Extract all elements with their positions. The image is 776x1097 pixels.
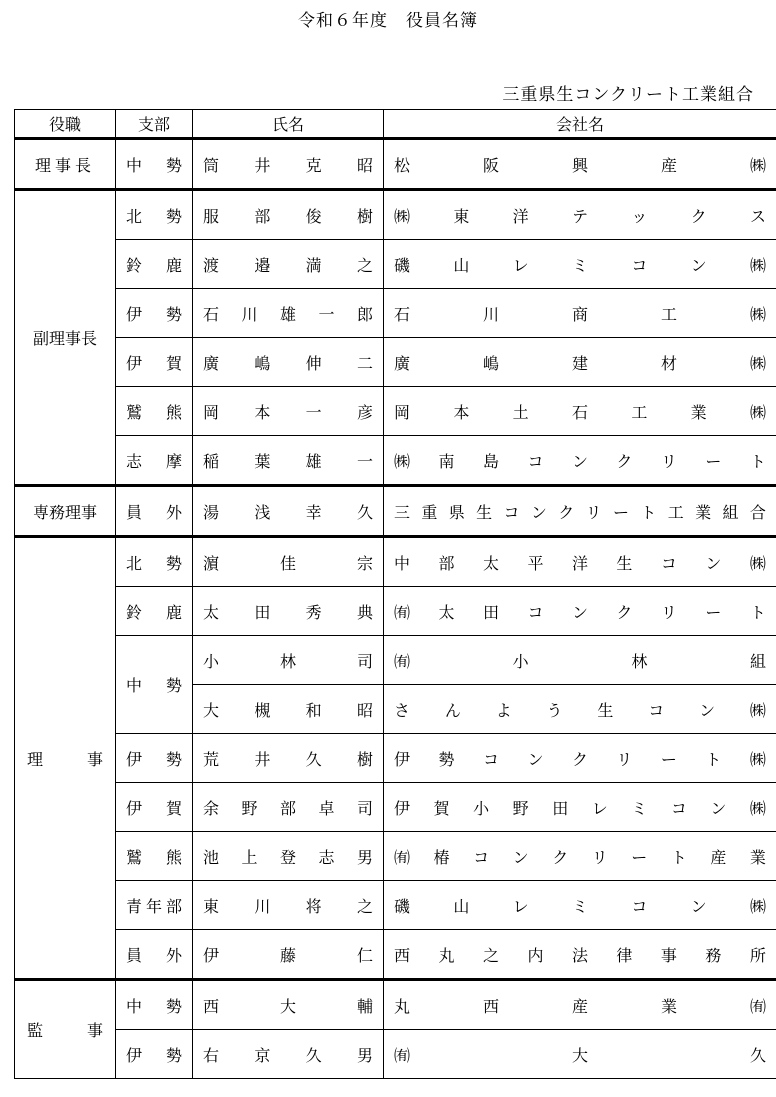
name-cell	[193, 190, 384, 240]
name-cell	[193, 240, 384, 289]
name-cell	[193, 881, 384, 930]
company-text: ㈲ 大 久	[394, 1045, 766, 1065]
company-text: ㈲ 椿 コ ン ク リ ー ト 産 業	[394, 847, 766, 867]
branch-cell	[116, 387, 193, 436]
branch-text: 中 勢	[126, 155, 182, 175]
branch-text: 鷲 熊	[126, 847, 182, 867]
company-cell	[384, 832, 776, 881]
company-text: 石 川 商 工 ㈱	[394, 304, 766, 324]
header-branch	[116, 110, 193, 139]
name-text: 右 京 久 男	[203, 1045, 373, 1065]
name-text: 池 上 登 志 男	[203, 847, 373, 867]
branch-cell	[116, 930, 193, 980]
role-text: 監 事	[27, 1021, 103, 1040]
branch-cell	[116, 338, 193, 387]
name-text: 湯 浅 幸 久	[203, 502, 373, 522]
company-cell	[384, 387, 776, 436]
table-header-row	[15, 110, 776, 139]
company-cell	[384, 190, 776, 240]
branch-cell	[116, 486, 193, 537]
name-text: 東 川 将 之	[203, 896, 373, 916]
name-text: 稲 葉 雄 一	[203, 451, 373, 471]
company-text: 松 阪 興 産 ㈱	[394, 155, 766, 175]
role-text: 理事長	[34, 155, 95, 175]
table-row	[15, 636, 776, 685]
header-name	[193, 110, 384, 139]
branch-text: 志 摩	[126, 451, 182, 471]
role-text: 副理事長	[32, 329, 97, 348]
name-text: 余 野 部 卓 司	[203, 798, 373, 818]
table-row	[15, 930, 776, 980]
company-cell	[384, 881, 776, 930]
company-text: 中 部 太 平 洋 生 コ ン ㈱	[394, 553, 766, 573]
name-text: 太 田 秀 典	[203, 602, 373, 622]
company-text: 廣 嶋 建 材 ㈱	[394, 353, 766, 373]
company-cell	[384, 930, 776, 980]
table-row	[15, 436, 776, 486]
branch-text: 伊 賀	[126, 798, 182, 818]
branch-cell	[116, 436, 193, 486]
branch-cell	[116, 1030, 193, 1079]
table-row	[15, 1030, 776, 1079]
name-cell	[193, 387, 384, 436]
branch-cell	[116, 139, 193, 190]
name-cell	[193, 636, 384, 685]
company-cell	[384, 734, 776, 783]
branch-text: 鷲 熊	[126, 402, 182, 422]
branch-cell	[116, 832, 193, 881]
name-cell	[193, 436, 384, 486]
company-text: 丸 西 産 業 ㈲	[394, 996, 766, 1016]
branch-cell	[116, 881, 193, 930]
table-row	[15, 289, 776, 338]
name-text: 西 大 輔	[203, 996, 373, 1016]
company-text: さ ん よ う 生 コ ン ㈱	[394, 700, 766, 720]
name-cell	[193, 832, 384, 881]
branch-text: 鈴 鹿	[126, 602, 182, 622]
name-text: 廣 嶋 伸 二	[203, 353, 373, 373]
company-cell	[384, 289, 776, 338]
name-cell	[193, 783, 384, 832]
name-text: 濵 佳 宗	[203, 553, 373, 573]
name-cell	[193, 338, 384, 387]
organization-name: 三重県生コンクリート工業組合	[502, 85, 754, 105]
name-text: 伊 藤 仁	[203, 945, 373, 965]
page-title: 令和６年度 役員名簿	[298, 11, 478, 31]
role-text: 理 事	[27, 749, 103, 769]
header-company-text: 会社名	[555, 115, 604, 134]
branch-cell	[116, 980, 193, 1030]
header-role-text: 役職	[48, 115, 81, 134]
company-cell	[384, 537, 776, 587]
name-text: 岡 本 一 彦	[203, 402, 373, 422]
role-cell	[15, 486, 116, 537]
role-text: 専務理事	[32, 502, 97, 522]
table-row	[15, 486, 776, 537]
branch-cell	[116, 190, 193, 240]
table-row	[15, 537, 776, 587]
table-row	[15, 734, 776, 783]
company-cell	[384, 139, 776, 190]
header-role	[15, 110, 116, 139]
table-row	[15, 190, 776, 240]
name-cell	[193, 734, 384, 783]
table-row	[15, 240, 776, 289]
company-cell	[384, 338, 776, 387]
table-row	[15, 139, 776, 190]
name-cell	[193, 587, 384, 636]
table-row	[15, 832, 776, 881]
table-row	[15, 881, 776, 930]
name-cell	[193, 139, 384, 190]
branch-text: 北 勢	[126, 206, 182, 226]
role-cell	[15, 980, 116, 1079]
branch-text: 伊 賀	[126, 353, 182, 373]
company-text: 伊 勢 コ ン ク リ ー ト ㈱	[394, 749, 766, 769]
company-text: ㈲ 小 林 組	[394, 651, 766, 671]
branch-text: 中 勢	[126, 996, 182, 1016]
name-text: 筒 井 克 昭	[203, 155, 373, 175]
company-cell	[384, 636, 776, 685]
company-cell	[384, 685, 776, 734]
branch-cell	[116, 537, 193, 587]
role-cell	[15, 190, 116, 486]
company-cell	[384, 980, 776, 1030]
company-text: 磯 山 レ ミ コ ン ㈱	[394, 255, 766, 275]
company-text: ㈲ 太 田 コ ン ク リ ー ト	[394, 602, 766, 622]
company-text: 三 重 県 生 コ ン ク リ ー ト 工 業 組 合	[394, 502, 766, 522]
header-name-text: 氏名	[271, 115, 304, 134]
company-text: 伊 賀 小 野 田 レ ミ コ ン ㈱	[394, 798, 766, 818]
name-text: 大 槻 和 昭	[203, 700, 373, 720]
name-cell	[193, 537, 384, 587]
table-row	[15, 387, 776, 436]
table-row	[15, 980, 776, 1030]
branch-text: 中 勢	[126, 676, 182, 695]
company-cell	[384, 1030, 776, 1079]
branch-cell	[116, 587, 193, 636]
name-cell	[193, 980, 384, 1030]
branch-cell	[116, 636, 193, 734]
company-cell	[384, 783, 776, 832]
name-text: 石 川 雄 一 郎	[203, 304, 373, 324]
branch-text: 伊 勢	[126, 304, 182, 324]
name-text: 小 林 司	[203, 651, 373, 671]
name-text: 服 部 俊 樹	[203, 206, 373, 226]
branch-text: 員 外	[126, 945, 182, 965]
table-row	[15, 338, 776, 387]
name-cell	[193, 930, 384, 980]
branch-text: 北 勢	[126, 553, 182, 573]
name-text: 渡 邉 満 之	[203, 255, 373, 275]
branch-text: 員 外	[126, 502, 182, 522]
table-row	[15, 587, 776, 636]
company-text: 磯 山 レ ミ コ ン ㈱	[394, 896, 766, 916]
company-text: ㈱ 南 島 コ ン ク リ ー ト	[394, 451, 766, 471]
name-text: 荒 井 久 樹	[203, 749, 373, 769]
table-row	[15, 783, 776, 832]
company-cell	[384, 240, 776, 289]
header-branch-text: 支部	[137, 115, 170, 134]
company-cell	[384, 486, 776, 537]
branch-cell	[116, 240, 193, 289]
header-company	[384, 110, 776, 139]
branch-text: 伊 勢	[126, 1045, 182, 1065]
branch-text: 青 年 部	[126, 896, 182, 916]
branch-cell	[116, 734, 193, 783]
company-cell	[384, 436, 776, 486]
company-text: ㈱ 東 洋 テ ッ ク ス	[394, 206, 766, 226]
branch-text: 鈴 鹿	[126, 255, 182, 275]
name-cell	[193, 289, 384, 338]
name-cell	[193, 1030, 384, 1079]
company-cell	[384, 587, 776, 636]
role-cell	[15, 537, 116, 980]
officer-table	[14, 109, 776, 1079]
company-text: 西 丸 之 内 法 律 事 務 所	[394, 945, 766, 965]
name-cell	[193, 685, 384, 734]
name-cell	[193, 486, 384, 537]
branch-cell	[116, 783, 193, 832]
company-text: 岡 本 土 石 工 業 ㈱	[394, 402, 766, 422]
branch-text: 伊 勢	[126, 749, 182, 769]
role-cell	[15, 139, 116, 190]
branch-cell	[116, 289, 193, 338]
